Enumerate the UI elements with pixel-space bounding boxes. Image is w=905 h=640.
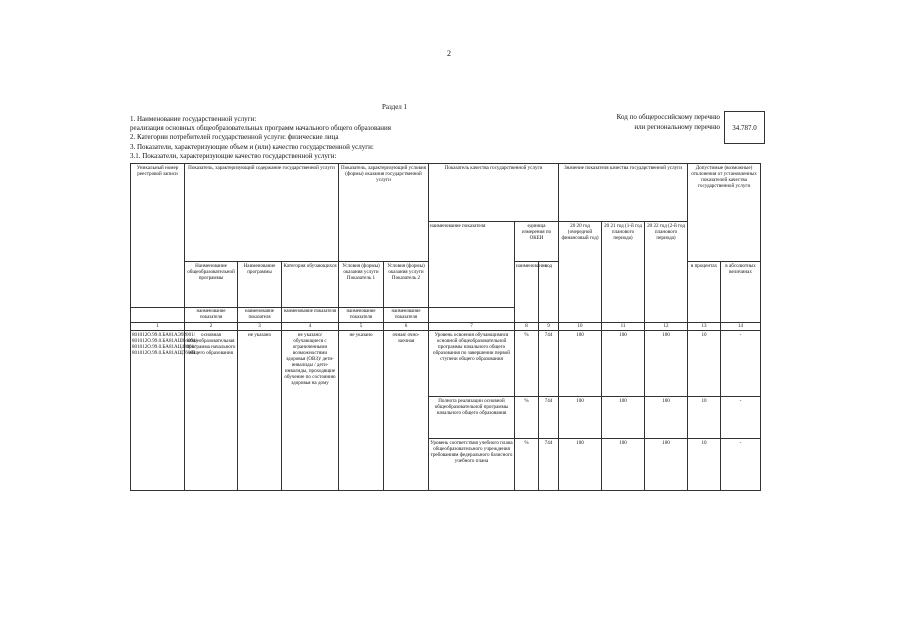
col-number: 9 — [539, 323, 559, 331]
header-indicator-name: наименование показателя — [429, 222, 515, 308]
value-cell: 100 — [645, 397, 688, 439]
value-cell: 100 — [559, 331, 602, 397]
header-year-2: 20 21 год (1-й год планового периода) — [602, 222, 645, 323]
value-cell: 100 — [602, 397, 645, 439]
col-number: 10 — [559, 323, 602, 331]
col-number: 3 — [238, 323, 282, 331]
indicator-cell: Полнота реализации основной общеобразовательной программы начального общего образования — [429, 397, 515, 439]
header-unit-name: наименование — [515, 262, 539, 323]
absolute-cell: - — [721, 397, 761, 439]
header-conditions: Показатель, характеризующий условия (формы) оказания государственной услуги — [339, 164, 429, 262]
quality-indicators-heading: 3.1. Показатели, характеризующие качество государственной услуги: — [130, 152, 337, 160]
header-year-1: 20 20 год (очередной финансовый год) — [559, 222, 602, 323]
unit-cell: % — [515, 439, 539, 491]
header-year-3: 20 22 год (2-й год планового периода) — [645, 222, 688, 323]
value-cell: 100 — [559, 439, 602, 491]
header-content: Показатель, характеризующий содержание государственной услуги — [185, 164, 339, 262]
col-number: 5 — [339, 323, 384, 331]
col-number: 14 — [721, 323, 761, 331]
column-numbers-row — [131, 323, 761, 331]
header-category: Категория обучающихся — [282, 262, 339, 308]
header-unit-code: код — [539, 262, 559, 323]
col-number: 2 — [185, 323, 238, 331]
category-cell: не указано/ обучающиеся с ограниченными возможностями здоровья (ОВЗ)/ дети-инвалиды / дети-инвалиды, проходящие обучение по состоянию здоровья на дому — [282, 331, 339, 491]
col-number: 11 — [602, 323, 645, 331]
col-number: 12 — [645, 323, 688, 331]
header-percent: в процентах — [688, 262, 721, 323]
indicators-heading: 3. Показатели, характеризующие объем и (или) качество государственной услуги: — [130, 143, 374, 151]
code-value: 34.787.0 — [732, 123, 757, 132]
code-cell: 744 — [539, 397, 559, 439]
registry-numbers: 801012О.99.0.БА81АЭ92001/ 801012О.99.0.БА81АШ04001/ 801012О.99.0.БА81АЦ48001/ 801012О.99.0.БА81АЩ76001 — [131, 331, 185, 491]
col-number: 7 — [429, 323, 515, 331]
absolute-cell: - — [721, 331, 761, 397]
header-registry: Уникальный номер реестровой записи — [131, 164, 185, 308]
col-number: 13 — [688, 323, 721, 331]
header-label-4: наименование показателя — [339, 308, 384, 323]
header-label-5: наименование показателя — [384, 308, 429, 323]
header-condition-2: Условия (формы) оказания услуги Показатель 2 — [384, 262, 429, 308]
program-name-cell: не указано — [238, 331, 282, 491]
header-unit: единица измерения по ОКЕИ — [515, 222, 559, 262]
code-cell: 744 — [539, 439, 559, 491]
value-cell: 100 — [645, 331, 688, 397]
unit-cell: % — [515, 331, 539, 397]
col-number: 1 — [131, 323, 185, 331]
unit-cell: % — [515, 397, 539, 439]
header-label-1: наименование показателя — [185, 308, 238, 323]
col-number: 8 — [515, 323, 539, 331]
value-cell: 100 — [602, 331, 645, 397]
header-quality: Показатель качества государственной услуги — [429, 164, 559, 222]
percent-cell: 10 — [688, 397, 721, 439]
header-deviation: Допустимые (возможные) отклонения от установленных показателей качества государственной услуги — [688, 164, 761, 262]
percent-cell: 10 — [688, 439, 721, 491]
header-label-3: наименование показателя — [282, 308, 339, 323]
service-name-heading: 1. Наименование государственной услуги: — [130, 115, 257, 123]
value-cell: 100 — [559, 397, 602, 439]
page-number: 2 — [447, 49, 451, 58]
value-cell: 100 — [645, 439, 688, 491]
section-title: Раздел 1 — [382, 103, 408, 111]
consumer-category: 2. Категории потребителей государственной услуги: физические лица — [130, 133, 339, 141]
quality-table — [130, 163, 761, 491]
col-number: 6 — [384, 323, 429, 331]
value-cell: 100 — [602, 439, 645, 491]
header-values: Значение показателя качества государственной услуги — [559, 164, 688, 222]
absolute-cell: - — [721, 439, 761, 491]
program-cell: основная общеобразовательная программа начального общего образования — [185, 331, 238, 491]
header-indicator-empty — [429, 308, 515, 323]
header-registry-empty — [131, 308, 185, 323]
header-condition-1: Условия (формы) оказания услуги Показатель 1 — [339, 262, 384, 308]
condition-1-cell: не указано — [339, 331, 384, 491]
header-label-2: наименование показателя — [238, 308, 282, 323]
code-label: Код по общероссийскому перечню или региональному перечню — [616, 113, 720, 131]
indicator-cell: Уровень соответствия учебного плана общеобразовательного учреждения требованиям федерального базисного учебного плана — [429, 439, 515, 491]
service-name: реализация основных общеобразовательных программ начального общего образования — [130, 124, 392, 132]
percent-cell: 10 — [688, 331, 721, 397]
condition-2-cell: очная/ очно-заочная — [384, 331, 429, 491]
code-cell: 744 — [539, 331, 559, 397]
header-program-name: Наименование программы — [238, 262, 282, 308]
header-absolute: в абсолютных величинах — [721, 262, 761, 323]
indicator-cell: Уровень освоения обучающимися основной общеобразовательной программы начального общего образования по завершении первой ступени общего образования — [429, 331, 515, 397]
code-box — [724, 111, 765, 144]
table-row — [131, 331, 761, 397]
col-number: 4 — [282, 323, 339, 331]
header-program: Наименование общеобразовательной программы — [185, 262, 238, 308]
